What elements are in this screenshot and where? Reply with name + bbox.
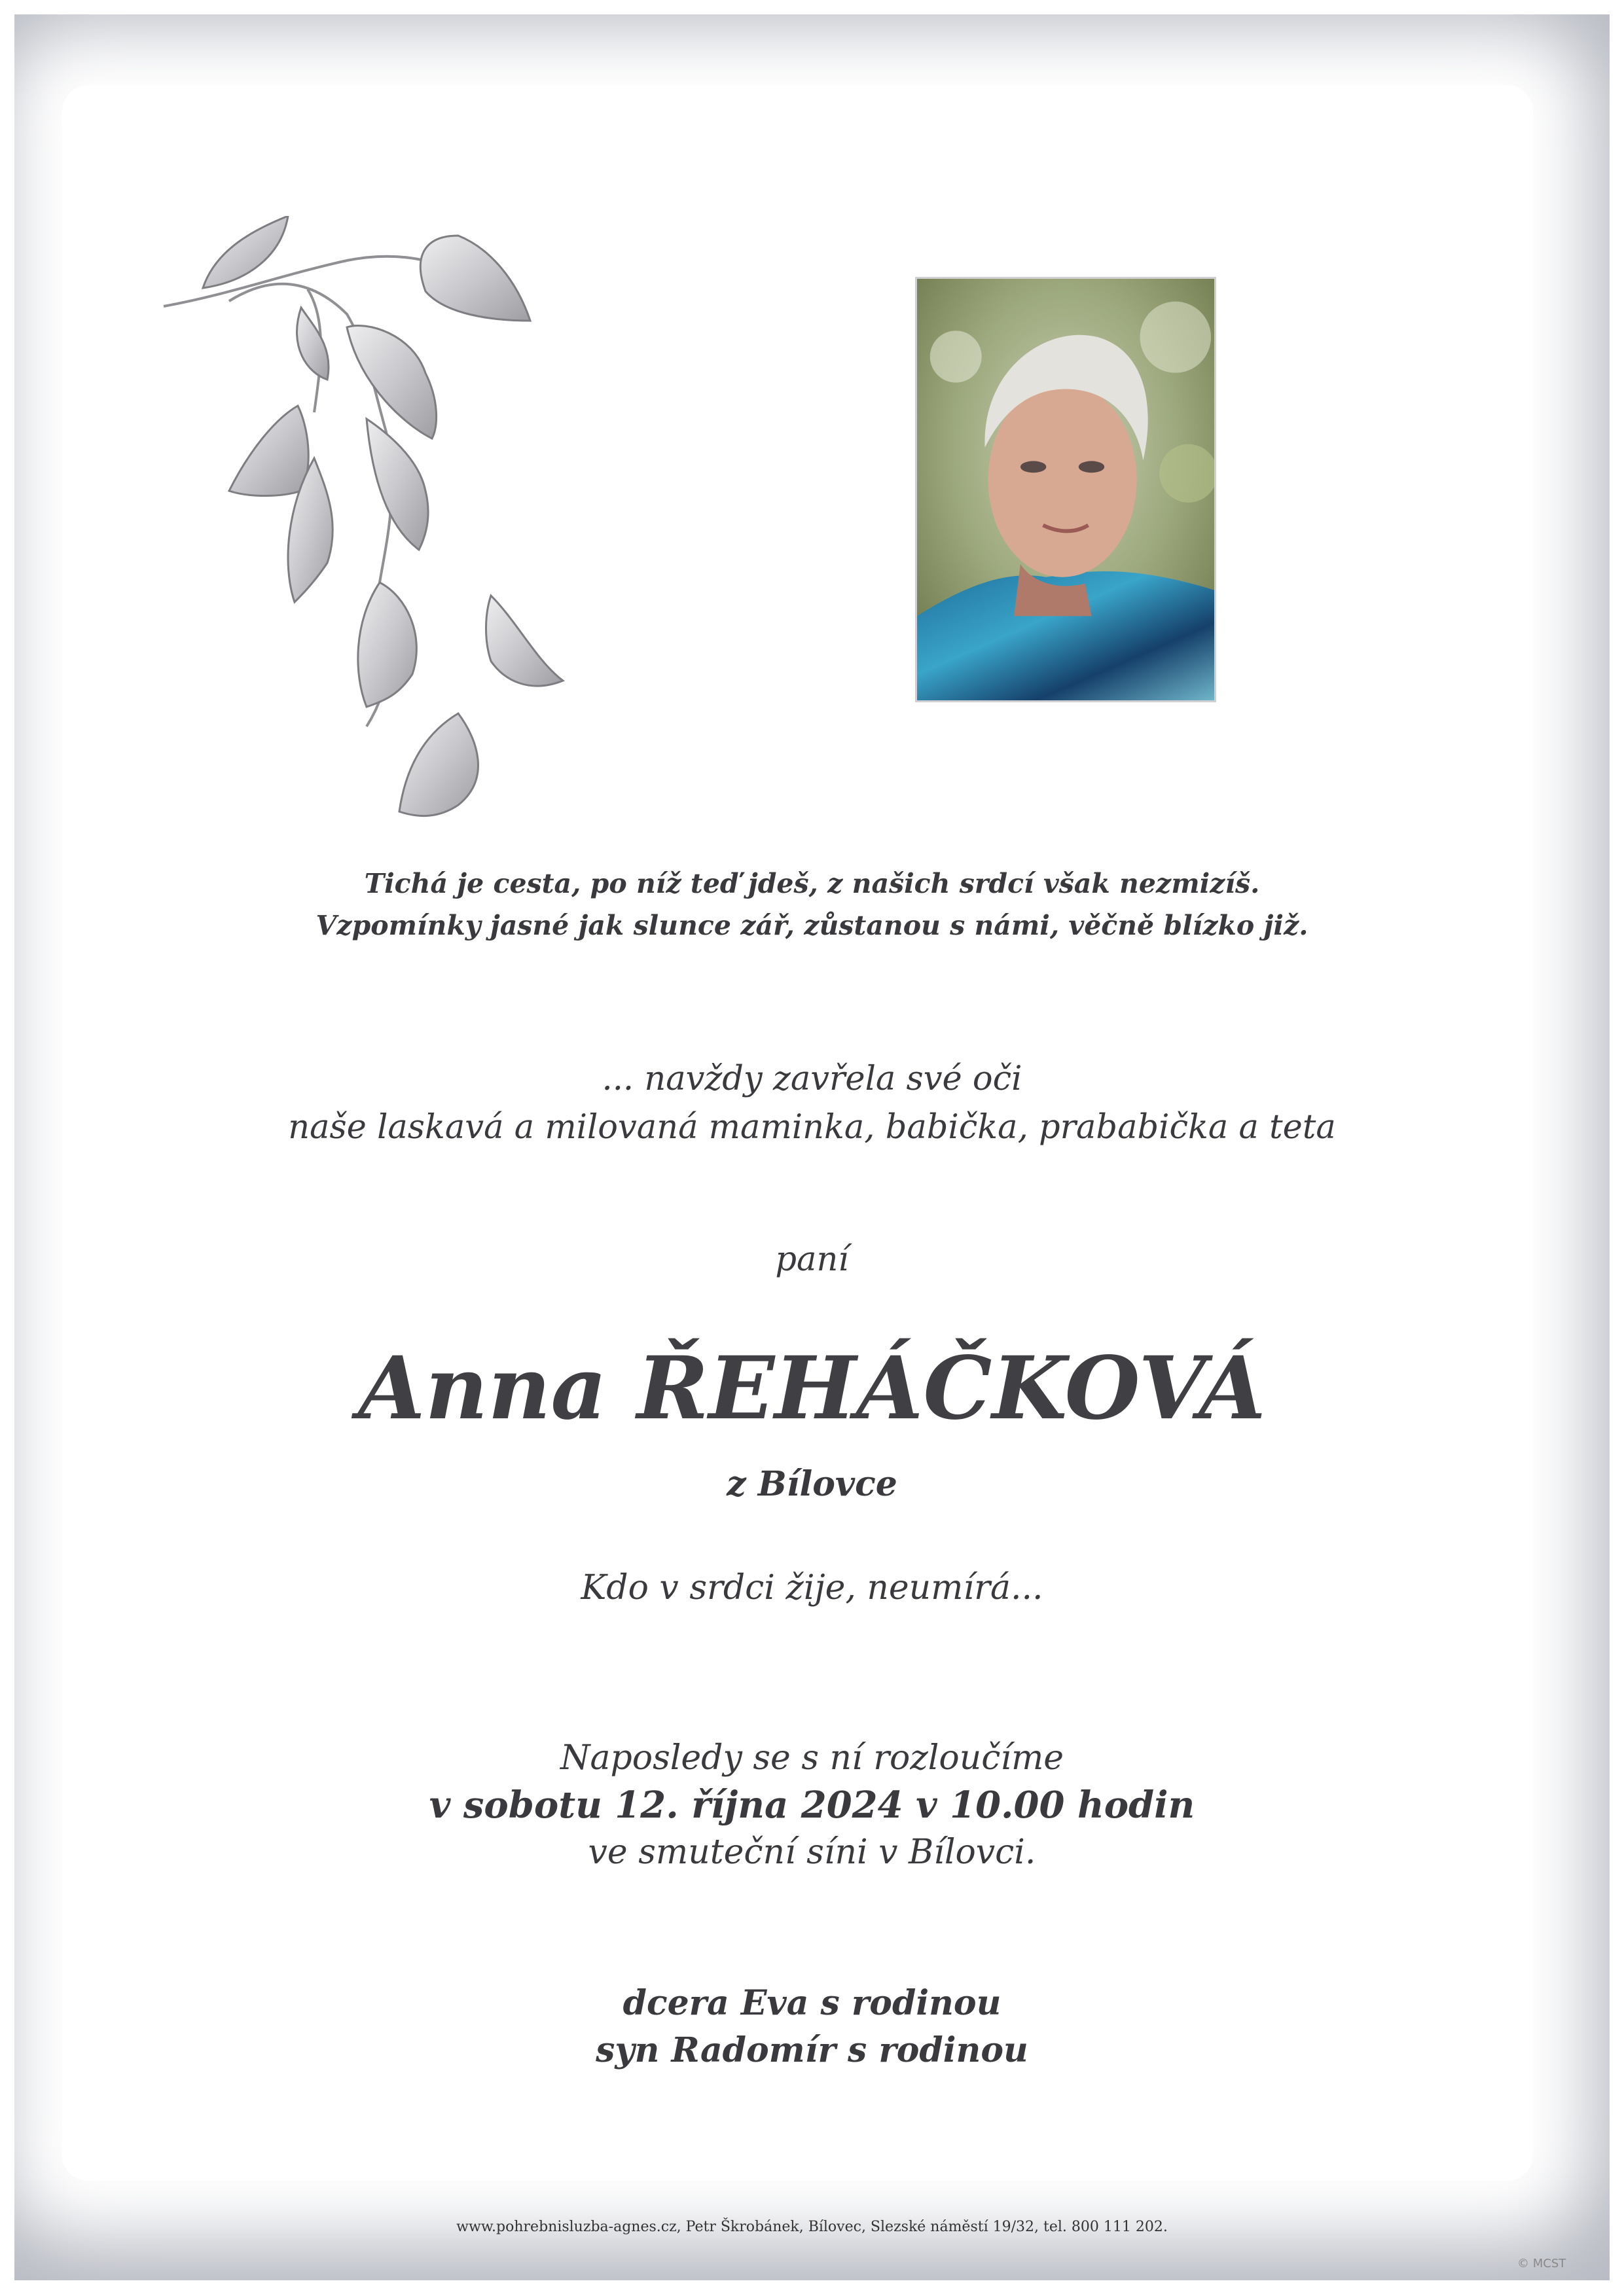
ceremony-info — [0, 1734, 1624, 1876]
motto: Kdo v srdci žije, neumírá... — [581, 1568, 1043, 1607]
ceremony-line-1: Naposledy se s ní rozloučíme — [560, 1738, 1064, 1778]
announcement — [0, 1055, 1624, 1152]
family-line-1: dcera Eva s rodinou — [623, 1983, 1001, 2023]
deceased-origin: z Bílovce — [727, 1464, 897, 1504]
verse — [0, 863, 1624, 946]
leaves — [203, 216, 563, 816]
verse-line-1: Tichá je cesta, po níž teď jdeš, z našich srdcí však nezmizíš. — [364, 868, 1260, 899]
leaf-branch-decoration — [151, 216, 596, 818]
ceremony-date: v sobotu 12. října 2024 v 10.00 hodin — [429, 1784, 1195, 1827]
title-word: paní — [775, 1240, 849, 1279]
footer-contact: www.pohrebnisluzba-agnes.cz, Petr Škrobánek, Bílovec, Slezské náměstí 19/32, tel. 800 111 202. — [456, 2219, 1168, 2235]
announcement-line-1: ... navždy zavřela své oči — [602, 1060, 1022, 1098]
family-line-2: syn Radomír s rodinou — [596, 2030, 1028, 2070]
ceremony-place: ve smuteční síni v Bílovci. — [588, 1833, 1036, 1872]
verse-line-2: Vzpomínky jasné jak slunce zář, zůstanou s námi, věčně blízko již. — [316, 910, 1308, 941]
family-signature — [0, 1980, 1624, 2074]
announcement-line-2: naše laskavá a milovaná maminka, babička, prababička a teta — [288, 1108, 1336, 1147]
deceased-name: Anna ŘEHÁČKOVÁ — [358, 1338, 1266, 1439]
copyright-mark: © MCST — [1517, 2257, 1566, 2270]
portrait-photo — [915, 277, 1216, 702]
